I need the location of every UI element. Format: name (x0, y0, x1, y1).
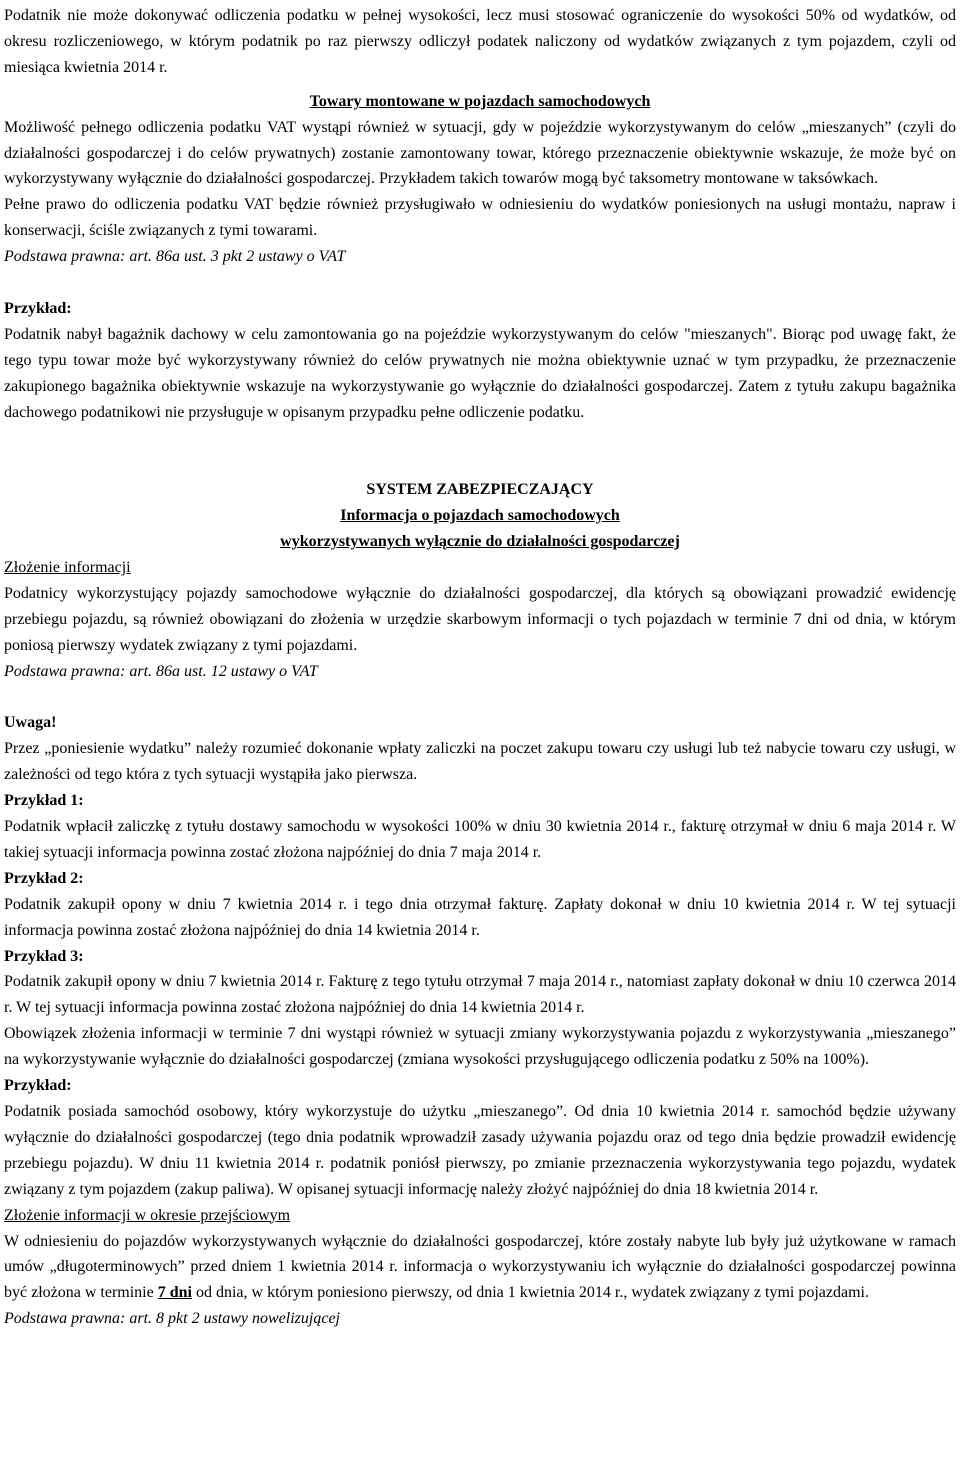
paragraph-prawo-odliczenia: Pełne prawo do odliczenia podatku VAT będzie również przysługiwało w odniesieniu do wydatków poniesionych na usługi montażu, napraw i konserwacji, ściśle związanych z tymi towarami. (4, 196, 956, 240)
subheading-okres-przejsciowy: Złożenie informacji w okresie przejściowym (4, 1206, 291, 1224)
text-fragment: W odniesieniu do pojazdów wykorzystywanych wyłącznie do działalności gospodarczej, które zostały nabyte lub były już użytkowane w ramach umów „długoterminowych” przed dniem 1 kwietnia 2014 r. informacja o wykorzystywaniu ich wyłącznie do działalności gospodarczej powinna być złożona w terminie (4, 1232, 956, 1302)
legal-basis-86a-12: Podstawa prawna: art. 86a ust. 12 ustawy o VAT (4, 662, 318, 680)
spacer (4, 270, 956, 296)
spacer (4, 685, 956, 711)
example-3-text: Podatnik zakupił opony w dniu 7 kwietnia 2014 r. Fakturę z tego tytułu otrzymał 7 maja 2014 r., natomiast zapłaty dokonał w dniu 10 czerwca 2014 r. W tej sytuacji informacja powinna zostać złożona najpóźniej do dnia 14 kwietnia 2014 r. (4, 973, 956, 1017)
example-1-label: Przykład 1: (4, 792, 84, 810)
text-fragment: od dnia, w którym poniesiono pierwszy, od dnia 1 kwietnia 2014 r., wydatek związany z tymi pojazdami. (191, 1284, 869, 1302)
example-1-text: Podatnik wpłacił zaliczkę z tytułu dostawy samochodu w wysokości 100% w dniu 30 kwietnia 2014 r., fakturę otrzymał w dniu 6 maja 2014 r. W takiej sytuacji informacja powinna zostać złożona najpóźniej do dnia 7 maja 2014 r. (4, 818, 956, 861)
deadline-emphasis: 7 dni (157, 1284, 192, 1302)
paragraph-poniesienie-wydatku: Przez „poniesienie wydatku” należy rozumieć dokonanie wpłaty zaliczki na poczet zakupu towaru czy usługi lub też nabycie towaru czy usługi, w zależności od tego która z tych sytuacji wystąpiła jako pierwsza. (4, 740, 956, 784)
heading-informacja-line2: wykorzystywanych wyłącznie do działalności gospodarczej (280, 533, 680, 551)
legal-basis-86a-3: Podstawa prawna: art. 86a ust. 3 pkt 2 ustawy o VAT (4, 248, 346, 266)
spacer (4, 81, 956, 89)
example-4-label: Przykład: (4, 1077, 72, 1095)
paragraph-limit-50: Podatnik nie może dokonywać odliczenia podatku w pełnej wysokości, lecz musi stosować ograniczenie do wysokości 50% od wydatków, od okresu rozliczeniowego, w którym podatnik po raz pierwszy odliczył podatek naliczony od wydatków związanych z tym pojazdem, czyli od miesiąca kwietnia 2014 r. (4, 7, 956, 76)
heading-system-zabezpieczajacy: SYSTEM ZABEZPIECZAJĄCY (366, 481, 594, 499)
example-3-label: Przykład 3: (4, 947, 84, 965)
heading-towary-montowane: Towary montowane w pojazdach samochodowych (309, 92, 651, 110)
warning-label: Uwaga! (4, 714, 57, 732)
example-2-text: Podatnik zakupił opony w dniu 7 kwietnia 2014 r. i tego dnia otrzymał fakturę. Zapłaty dokonał w dniu 10 kwietnia 2014 r. W tej sytuacji informacja powinna zostać złożona najpóźniej do dnia 14 kwietnia 2014 r. (4, 895, 956, 939)
paragraph-obowiazek-informacji: Podatnicy wykorzystujący pojazdy samochodowe wyłącznie do działalności gospodarczej, dla których są obowiązani prowadzić ewidencję przebiegu pojazdu, są również obowiązani do złożenia w urzędzie skarbowym informacji o tych pojazdach w terminie 7 dni od dnia, w którym poniosą pierwszy wydatek związany z tymi pojazdami. (4, 584, 956, 654)
example-2-label: Przykład 2: (4, 869, 84, 887)
subheading-zlozenie-informacji: Złożenie informacji (4, 558, 131, 576)
paragraph-bagaznik: Podatnik nabył bagażnik dachowy w celu zamontowania go na pojeździe wykorzystywanym do celów "mieszanych". Biorąc pod uwagę fakt, że tego typu towar może być wykorzystywany również do celów prywatnych nie można obiektywnie uznać w tym przypadku, że przeznaczenie zakupionego bagażnika obiektywnie wskazuje na wykorzystywanie go wyłącznie do działalności gospodarczej. Zatem z tytułu zakupu bagażnika dachowego podatnikowi nie przysługuje w opisanym przypadku pełne odliczenie podatku. (4, 325, 956, 421)
example-label: Przykład: (4, 299, 72, 317)
heading-informacja-line1: Informacja o pojazdach samochodowych (340, 507, 620, 525)
paragraph-towary: Możliwość pełnego odliczenia podatku VAT wystąpi również w sytuacji, gdy w pojeździe wykorzystywanym do celów „mieszanych” (czyli do działalności gospodarczej i do celów prywatnych) zostanie zamontowany towar, którego przeznaczenie obiektywnie wskazuje, że może być on wykorzystywany wyłącznie do działalności gospodarczej. Przykładem takich towarów mogą być taksometry montowane w taksówkach. (4, 118, 956, 188)
example-4-text: Podatnik posiada samochód osobowy, który wykorzystuje do użytku „mieszanego”. Od dnia 10 kwietnia 2014 r. samochód będzie używany wyłącznie do działalności gospodarczej (tego dnia podatnik wprowadził zasady używania pojazdu oraz od tego dnia będzie prowadził ewidencję przebiegu pojazdu). W dniu 11 kwietnia 2014 r. podatnik poniósł pierwszy, po zmianie przeznaczenia wykorzystywania tego pojazdu, wydatek związany z tym pojazdem (zakup paliwa). W opisanej sytuacji informację należy złożyć najpóźniej do dnia 18 kwietnia 2014 r. (4, 1103, 956, 1198)
paragraph-okres-przejsciowy (4, 1229, 956, 1307)
paragraph-zmiana-wykorzystywania: Obowiązek złożenia informacji w terminie 7 dni wystąpi również w sytuacji zmiany wykorzystywania pojazdu z wykorzystywania „mieszanego” na wykorzystywanie wyłącznie do działalności gospodarczej (zmiana wysokości przysługującego odliczenia podatku z 50% na 100%). (4, 1025, 956, 1069)
spacer (4, 425, 956, 451)
spacer (4, 451, 956, 477)
legal-basis-nowelizacja: Podstawa prawna: art. 8 pkt 2 ustawy nowelizującej (4, 1310, 340, 1328)
